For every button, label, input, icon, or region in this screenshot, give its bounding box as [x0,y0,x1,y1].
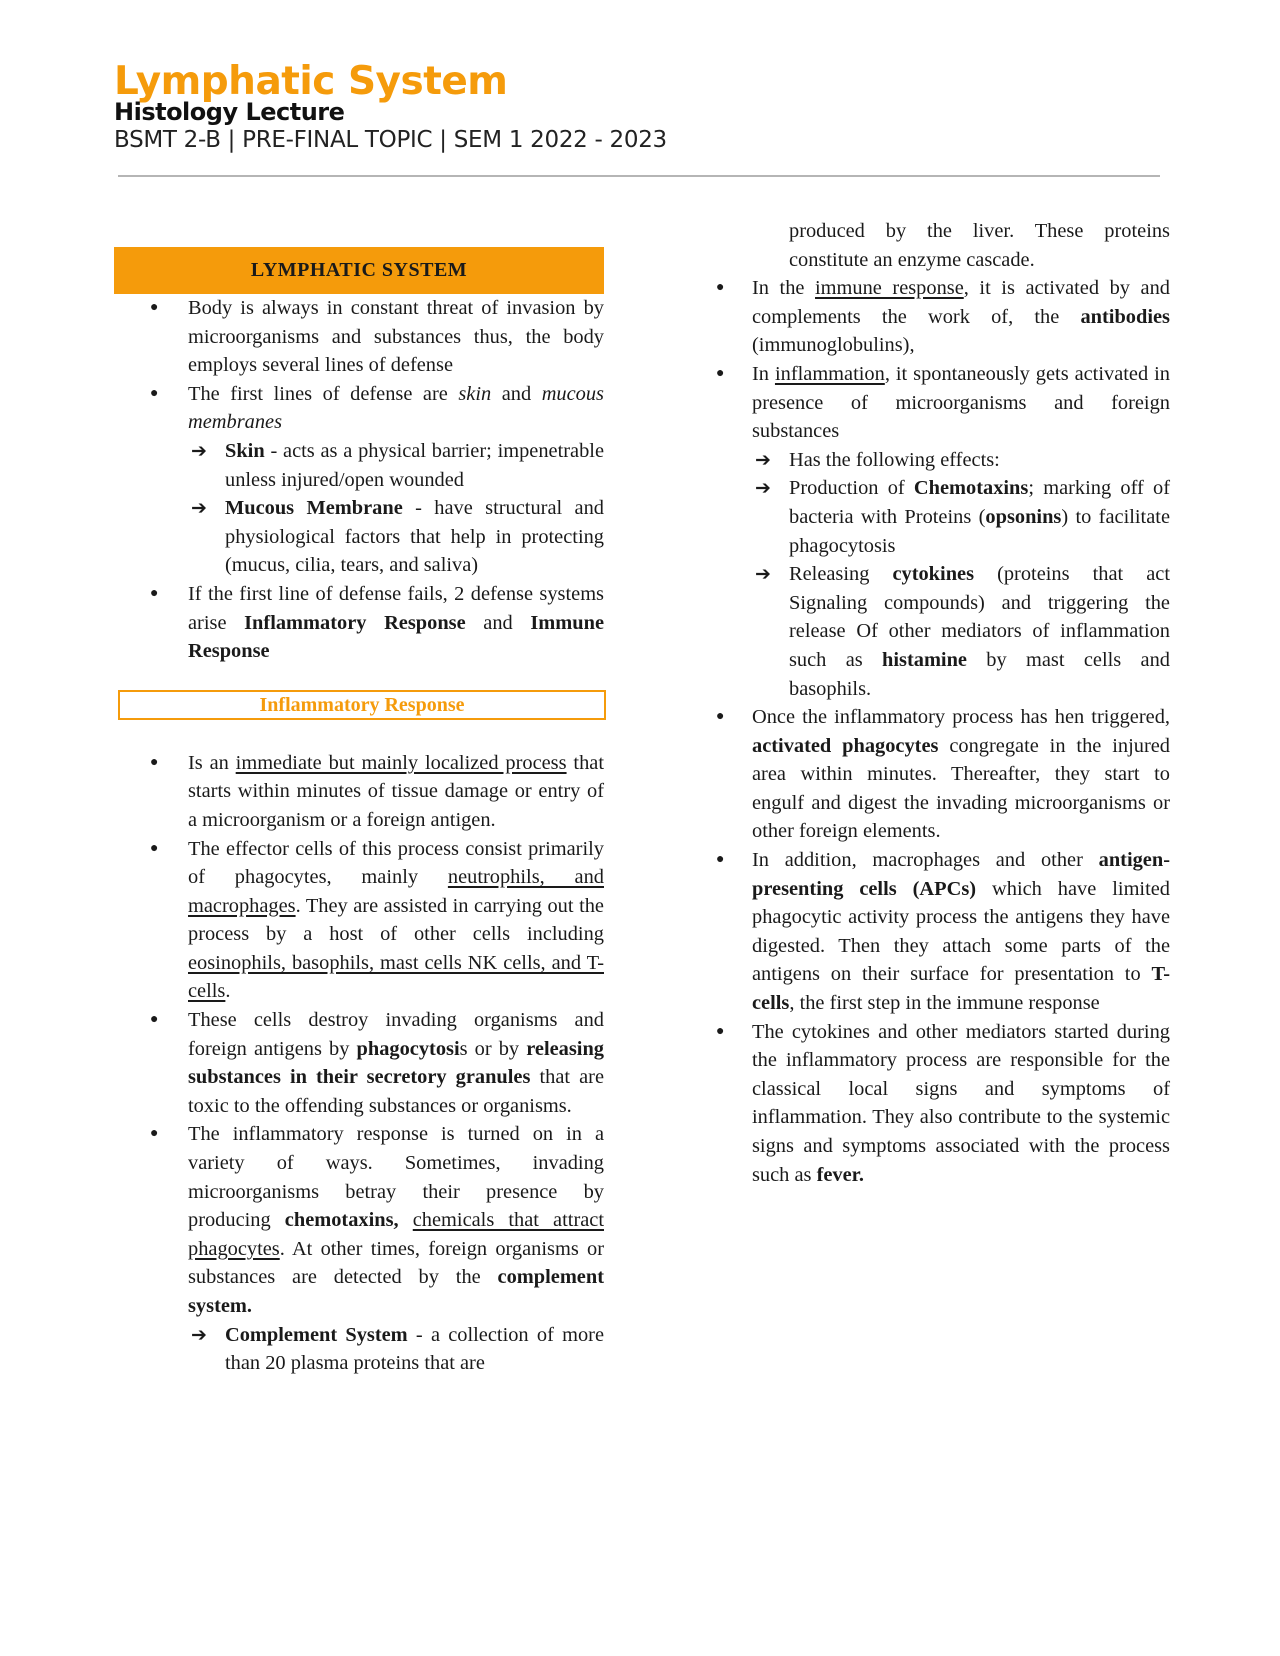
list-item: ● The effector cells of this process consist primarily of phagocytes, mainly neutrophils, and macrophages. They are assisted in carrying out the process by a host of other cells including eosinophils, basophils, mast cells NK cells, and T-cells. [114,835,604,1007]
sub-list [188,1321,604,1378]
left-column [114,247,604,1378]
list-item: ● The inflammatory response is turned on in a variety of ways. Sometimes, invading microorganisms betray their presence by producing chemotaxins, chemicals that attract phagocytes. At other times, foreign organisms or substances are detected by the complement system. ➔ Complement System - a collection of more than 20 plasma proteins that are [114,1120,604,1377]
header-divider [118,175,1160,177]
list-item: ● The cytokines and other mediators started during the inflammatory process are responsible for the classical local signs and symptoms of inflammation. They also contribute to the systemic signs and symptoms associated with the process such as fever. [692,1018,1170,1190]
list-item: ● If the first line of defense fails, 2 defense systems arise Inflammatory Response and Immune Response [114,580,604,666]
list-item: ● Once the inflammatory process has hen triggered, activated phagocytes congregate in the injured area within minutes. Thereafter, they start to engulf and digest the invading microorganisms or other foreign elements. [692,703,1170,846]
list-item: ● These cells destroy invading organisms and foreign antigens by phagocytosis or by releasing substances in their secretory granules that are toxic to the offending substances or organisms. [114,1006,604,1120]
right-column [692,217,1170,1189]
list-item: ● In addition, macrophages and other antigen-presenting cells (APCs) which have limited phagocytic activity process the antigens they have digested. Then they attach some parts of the antigens on their surface for presentation to T-cells, the first step in the immune response [692,846,1170,1018]
sub-list-item: ➔ Complement System - a collection of more than 20 plasma proteins that are [188,1321,604,1378]
document-header [114,60,667,156]
list-item: ● Is an immediate but mainly localized process that starts within minutes of tissue damage or entry of a microorganism or a foreign antigen. [114,749,604,835]
sub-list [752,446,1170,703]
inflammatory-bullet-list [114,749,604,1378]
lymphatic-bullet-list [114,294,604,666]
sub-list-item: ➔ Production of Chemotaxins; marking off of bacteria with Proteins (opsonins) to facilitate phagocytosis [752,474,1170,560]
sub-list-item: ➔ Releasing cytokines (proteins that act Signaling compounds) and triggering the release Of other mediators of inflammation such as histamine by mast cells and basophils. [752,560,1170,703]
document-title: Lymphatic System [114,59,508,104]
list-item: ● Body is always in constant threat of invasion by microorganisms and substances thus, the body employs several lines of defense [114,294,604,380]
list-item: ● The first lines of defense are skin and mucous membranes ➔ Skin - acts as a physical barrier; impenetrable unless injured/open wounded ➔ Mucous Membrane - have structural and physiological factors that help in protecting (mucus, cilia, tears, and saliva) [114,380,604,580]
sub-list-item: ➔ Skin - acts as a physical barrier; impenetrable unless injured/open wounded [188,437,604,494]
list-item: ● In inflammation, it spontaneously gets activated in presence of microorganisms and foreign substances ➔ Has the following effects: ➔ Production of Chemotaxins; marking off of bacteria with Proteins (opsonins) to facilitate phagocytosis ➔ Releasing cytokines (proteins that act Signaling compounds) and triggering the release Of other mediators of inflammation such as histamine by mast cells and basophils. [692,360,1170,703]
immune-bullet-list [692,274,1170,1189]
sub-list-item: ➔ Has the following effects: [752,446,1170,475]
section-heading-inflammatory-response: Inflammatory Response [118,690,606,720]
sub-list-item: ➔ Mucous Membrane - have structural and physiological factors that help in protecting (mucus, cilia, tears, and saliva) [188,494,604,580]
document-subtitle: Histology Lecture [114,98,345,126]
list-item: ● In the immune response, it is activated by and complements the work of, the antibodies (immunoglobulins), [692,274,1170,360]
continued-text: produced by the liver. These proteins constitute an enzyme cascade. [789,220,1170,271]
sub-list [188,437,604,580]
section-heading-lymphatic-system: LYMPHATIC SYSTEM [114,247,604,294]
document-meta: BSMT 2-B | PRE-FINAL TOPIC | SEM 1 2022 - 2023 [114,127,667,153]
